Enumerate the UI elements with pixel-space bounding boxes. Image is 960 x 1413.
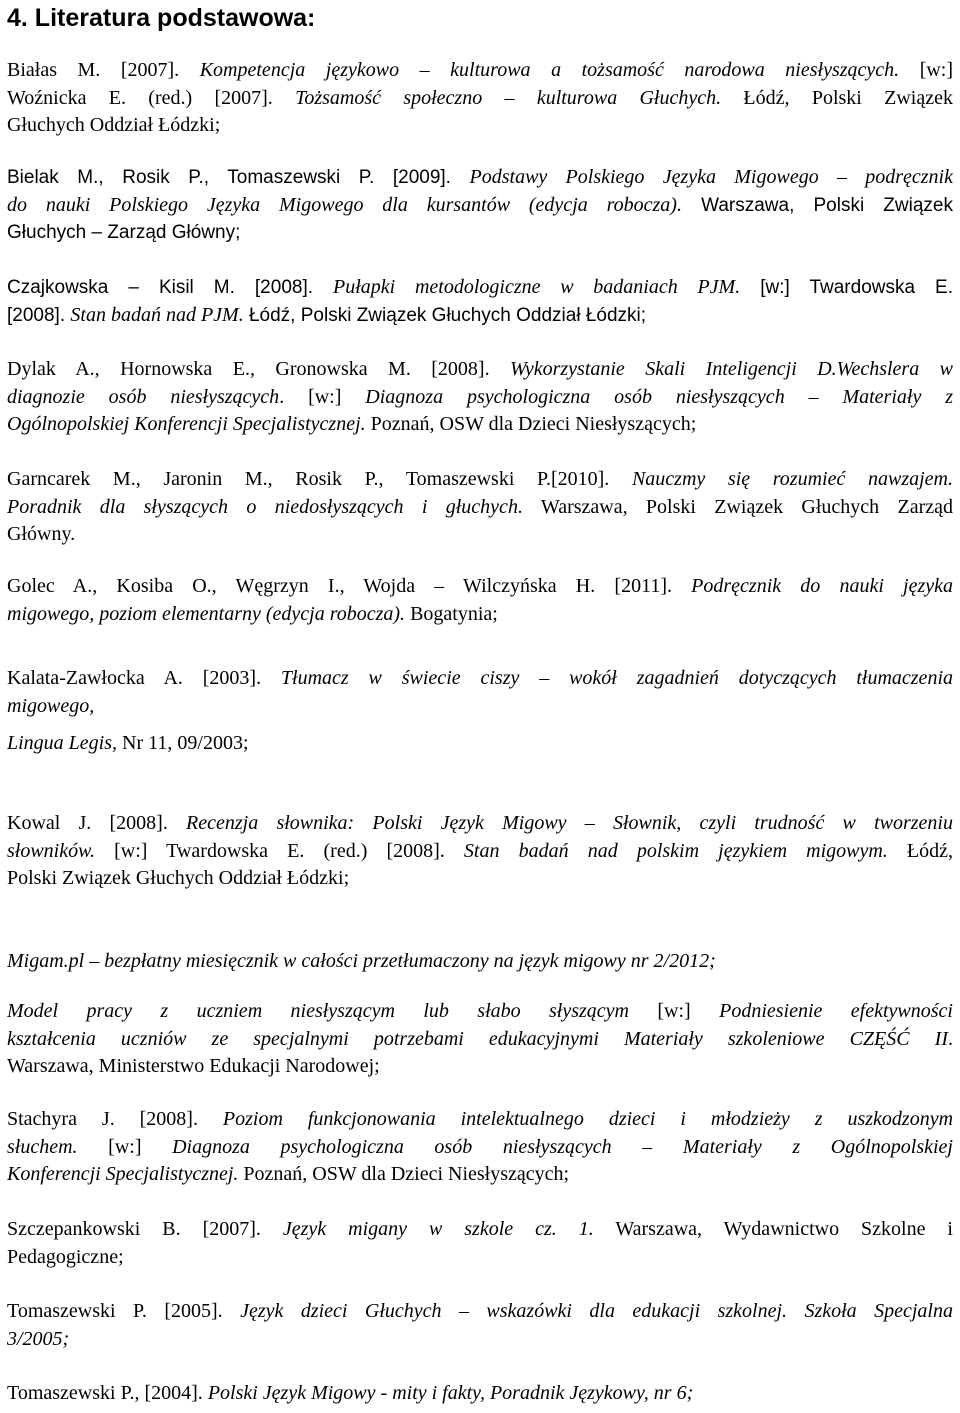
entry-line	[7, 838, 953, 866]
entry-line	[7, 274, 953, 302]
entry-text: Głuchych Oddział Łódzki;	[7, 114, 221, 136]
entry-text: Tomaszewski P., [2004].	[7, 1382, 208, 1404]
entry-text: Białas M. [2007].	[7, 59, 200, 81]
entry-text: Łódź, Polski Związek	[721, 86, 953, 109]
entry-title-text: kształcenia uczniów ze specjalnymi potrzebami edukacyjnymi Materiały szkoleniowe CZĘŚĆ II	[7, 1027, 948, 1050]
entry-line	[7, 573, 953, 601]
entry-line	[7, 665, 953, 693]
entry-text: [w:] Twardowska E. (red.) [2008].	[94, 839, 464, 862]
entry-line	[7, 1053, 953, 1081]
entry-text: Bielak M., Rosik P., Tomaszewski P. [2009].	[7, 167, 470, 188]
entry-text: Warszawa, Wydawnictwo Szkolne i	[593, 1218, 953, 1240]
bibliography-entry	[7, 1216, 953, 1271]
entry-line	[7, 219, 953, 247]
entry-title-text: Stan badań nad PJM.	[70, 303, 244, 326]
entry-line	[7, 693, 953, 721]
entry-line	[7, 1244, 953, 1272]
entry-line	[7, 601, 953, 629]
entry-text: Garncarek M., Jaronin M., Rosik P., Tomaszewski P.[2010].	[7, 468, 632, 490]
entry-text: [w:]	[77, 1135, 173, 1158]
bibliography-entry	[7, 810, 953, 893]
entry-title-text: Poradnik dla słyszących o niedosłyszących i głuchych.	[7, 495, 523, 518]
entry-text: Dylak A., Hornowska E., Gronowska M. [2008].	[7, 358, 511, 380]
entry-title-text: diagnozie osób niesłyszących	[7, 385, 280, 408]
entry-text: Poznań, OSW dla Dzieci Niesłyszących;	[365, 413, 697, 435]
entry-line	[7, 998, 953, 1026]
entry-line	[7, 1134, 953, 1162]
entry-text: [w:]	[629, 1000, 720, 1022]
entry-text: Warszawa, Polski Związek	[681, 194, 953, 216]
entry-title-text: Podstawy Polskiego Języka Migowego – podręcznik	[469, 166, 953, 188]
entry-line	[7, 466, 953, 494]
entry-text: [w:] Twardowska E.	[740, 277, 953, 298]
entry-title-text: Model pracy z uczniem niesłyszącym lub słabo słyszącym	[7, 1000, 629, 1022]
bibliography-entry	[7, 164, 953, 247]
entry-title-text: słuchem.	[7, 1135, 78, 1158]
entry-text: Łódź,	[887, 839, 953, 862]
entry-text: Kowal J. [2008].	[7, 812, 187, 834]
entry-text: Poznań, OSW dla Dzieci Niesłyszących;	[238, 1163, 570, 1185]
bibliography-entry	[7, 1106, 953, 1189]
entry-line	[7, 411, 953, 439]
entry-title-text: migowego,	[7, 694, 95, 717]
entry-text: Warszawa, Polski Związek Głuchych Zarząd	[522, 495, 953, 518]
bibliography-entry	[7, 466, 953, 549]
entry-line	[7, 356, 953, 384]
entry-line	[7, 1326, 953, 1354]
entry-title-text: Wykorzystanie Skali Inteligencji D.Wechslera w	[510, 358, 953, 380]
bibliography-entry	[7, 730, 953, 758]
bibliography-entry	[7, 57, 953, 140]
bibliography-entry	[7, 1380, 953, 1408]
entry-line	[7, 948, 953, 976]
entry-line	[7, 1298, 953, 1326]
entry-text: Łódź, Polski Związek Głuchych Oddział Łódzki;	[243, 304, 647, 326]
entry-text: Czajkowska – Kisil M. [2008].	[7, 277, 334, 298]
entry-text: [w:]	[899, 59, 953, 81]
entry-title-text: Podniesienie efektywności	[719, 1000, 953, 1022]
entry-title-text: słowników.	[7, 839, 95, 862]
entry-text: Szczepankowski B. [2007].	[7, 1218, 283, 1240]
entry-text: Głuchych – Zarząd Główny;	[7, 222, 241, 243]
entry-title-text: Stan badań nad polskim językiem migowym.	[463, 839, 888, 862]
entry-line	[7, 384, 953, 412]
entry-title-text: Kompetencja językowo – kulturowa a tożsamość narodowa niesłyszących.	[199, 59, 900, 81]
entry-line	[7, 865, 953, 893]
entry-text: Polski Związek Głuchych Oddział Łódzki;	[7, 867, 350, 889]
entry-title-text: Język dzieci Głuchych – wskazówki dla edukacji szkolnej. Szkoła Specjalna	[240, 1300, 953, 1322]
entry-text: Nr 11, 09/2003;	[117, 732, 249, 754]
entry-line	[7, 1106, 953, 1134]
entry-line	[7, 1380, 953, 1408]
bibliography-entry	[7, 356, 953, 439]
entry-text: Stachyra J. [2008].	[7, 1108, 223, 1130]
bibliography-entry	[7, 665, 953, 720]
entry-text: [2008].	[7, 304, 71, 326]
bibliography-entry	[7, 998, 953, 1081]
entry-title-text: Diagnoza psychologiczna osób niesłyszących – Materiały z	[365, 385, 953, 408]
entry-title-text: Tożsamość społeczno – kulturowa Głuchych.	[295, 86, 722, 109]
entry-text: Warszawa, Ministerstwo Edukacji Narodowej;	[7, 1055, 380, 1077]
entry-title-text: Ogólnopolskiej Konferencji Specjalistycznej.	[7, 413, 366, 435]
entry-line	[7, 164, 953, 192]
entry-title-text: Poziom funkcjonowania intelektualnego dzieci i młodzieży z uszkodzonym	[222, 1108, 953, 1130]
entry-title-text: migowego, poziom elementarny (edycja robocza).	[7, 602, 406, 625]
entry-line	[7, 302, 953, 330]
entry-title-text: do nauki Polskiego Języka Migowego dla kursantów (edycja robocza).	[7, 193, 682, 216]
entry-title-text: Nauczmy się rozumieć nawzajem.	[631, 468, 953, 490]
entry-line	[7, 1216, 953, 1244]
entry-title-text: Pułapki metodologiczne w badaniach PJM.	[333, 276, 741, 298]
entry-title-text: 3/2005;	[7, 1327, 70, 1350]
entry-title-text: Migam.pl – bezpłatny miesięcznik w całości przetłumaczony na język migowy nr 2/2012;	[7, 950, 716, 972]
entry-line	[7, 57, 953, 85]
entry-text: Bogatynia;	[405, 602, 498, 625]
entry-line	[7, 1026, 953, 1054]
entry-text: . [w:]	[279, 385, 366, 408]
entry-line	[7, 85, 953, 113]
entry-title-text: Tłumacz w świecie ciszy – wokół zagadnień dotyczących tłumaczenia	[280, 667, 953, 689]
entry-title-text: Konferencji Specjalistycznej.	[7, 1163, 239, 1185]
entry-text: Pedagogiczne;	[7, 1245, 124, 1268]
entry-title-text: Podręcznik do nauki języka	[691, 575, 953, 597]
bibliography-entry	[7, 1298, 953, 1353]
entry-text: Kalata-Zawłocka A. [2003].	[7, 667, 281, 689]
entry-title-text: Diagnoza psychologiczna osób niesłyszących – Materiały z Ogólnopolskiej	[172, 1135, 953, 1158]
entry-text: Główny.	[7, 523, 76, 545]
entry-line	[7, 810, 953, 838]
entry-title-text: Język migany w szkole cz. 1.	[282, 1218, 594, 1240]
entry-line	[7, 1161, 953, 1189]
entry-title-text: Recenzja słownika: Polski Język Migowy – Słownik, czyli trudność w tworzeniu	[186, 812, 953, 834]
bibliography-entry	[7, 948, 953, 976]
section-heading: 4. Literatura podstawowa:	[7, 4, 316, 32]
entry-text: Woźnicka E. (red.) [2007].	[7, 86, 296, 109]
bibliography-entry	[7, 573, 953, 628]
entry-line	[7, 192, 953, 220]
entry-line	[7, 112, 953, 140]
entry-text: .	[948, 1027, 953, 1050]
entry-title-text: Polski Język Migowy - mity i fakty, Poradnik Językowy, nr 6;	[207, 1382, 694, 1404]
entry-text: Tomaszewski P. [2005].	[7, 1300, 241, 1322]
entry-line	[7, 494, 953, 522]
bibliography-entry	[7, 274, 953, 329]
entry-title-text: Lingua Legis,	[7, 732, 118, 754]
entry-line	[7, 521, 953, 549]
entry-line	[7, 730, 953, 758]
entry-text: Golec A., Kosiba O., Węgrzyn I., Wojda – Wilczyńska H. [2011].	[7, 575, 692, 597]
